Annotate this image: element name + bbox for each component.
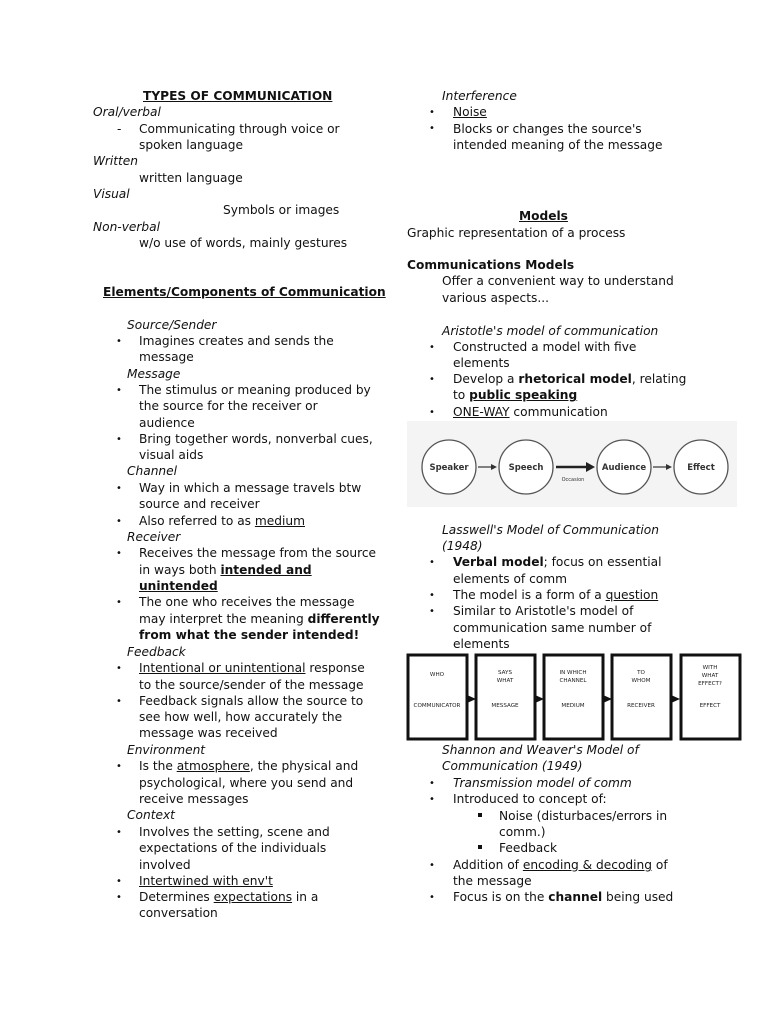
q-to: TO <box>637 670 645 676</box>
receiver-bullet-2-cont <box>139 611 380 627</box>
shannon-bullet-4 <box>453 889 673 905</box>
source-label: Source/Sender <box>127 318 217 332</box>
nonverbal-label: Non-verbal <box>93 220 161 234</box>
lasswell-bullet-1 <box>453 554 662 570</box>
models-heading: Models <box>519 209 568 223</box>
message-bullet-1-cont2: audience <box>139 416 195 430</box>
q-with: WITH <box>702 665 718 671</box>
feedback-bullet-2-cont2: message was received <box>139 726 278 740</box>
receiver-bullet-1: Receives the message from the source <box>139 546 377 560</box>
ar-text-2: , relating <box>631 372 687 386</box>
message-bullet-1: The stimulus or meaning produced by <box>139 383 371 397</box>
q-what-2: WHAT <box>701 673 719 679</box>
aristotle-bullet-2-cont <box>453 387 577 403</box>
rhetorical-term: rhetorical model <box>518 372 632 386</box>
shannon-bullet-3-cont: the message <box>453 874 532 888</box>
feedback-label: Feedback <box>127 645 186 659</box>
nonverbal-desc: w/o use of words, mainly gestures <box>139 236 348 250</box>
expectations-term: expectations <box>213 890 293 904</box>
environment-bullet-1 <box>139 758 358 774</box>
lasswell-bullet-3: Similar to Aristotle's model of <box>453 604 634 618</box>
encoding-term: encoding & decoding <box>522 858 653 872</box>
shannon-sub-bullet-1: Noise (disturbaces/errors in <box>499 809 668 823</box>
oral-desc-line1: Communicating through voice or <box>139 122 340 136</box>
occasion-label: Occasion <box>561 477 585 483</box>
la-text-2: The model is a form of a <box>453 588 606 602</box>
q-says: SAYS <box>497 670 513 676</box>
channel-bullet-2-text: Also referred to as <box>139 514 255 528</box>
medium-term: medium <box>254 514 305 528</box>
message-bullet-2: Bring together words, nonverbal cues, <box>139 432 373 446</box>
lasswell-diagram <box>406 652 743 742</box>
aristotle-bullet-1: Constructed a model with five <box>453 340 637 354</box>
aristotle-bullet-1-cont: elements <box>453 356 510 370</box>
bullet: • <box>116 385 122 396</box>
aristotle-heading: Aristotle's model of communication <box>442 324 659 338</box>
aristotle-bullet-3 <box>453 404 608 420</box>
sw-text-4: being used <box>602 890 674 904</box>
node-speaker: Speaker <box>429 463 469 473</box>
interference-label: Interference <box>442 89 517 103</box>
interference-bullet-2-cont: intended meaning of the message <box>453 138 663 152</box>
channel-box <box>544 655 603 739</box>
bullet: • <box>429 123 435 134</box>
bullet: • <box>116 434 122 445</box>
box-group <box>408 655 740 739</box>
context-label: Context <box>127 808 175 822</box>
a-receiver: RECEIVER <box>627 703 655 709</box>
shannon-sub-bullet-1-cont: comm.) <box>499 825 546 839</box>
lasswell-heading: Lasswell's Model of Communication <box>442 523 659 537</box>
oral-desc-line2: spoken language <box>139 138 244 152</box>
aristotle-diagram <box>407 421 737 507</box>
context-bullet-3-cont: conversation <box>139 906 218 920</box>
a-communicator: COMMUNICATOR <box>413 703 461 709</box>
visual-desc: Symbols or images <box>223 203 340 217</box>
bullet: • <box>429 342 435 353</box>
receiver-label: Receiver <box>127 530 181 544</box>
q-effect: EFFECT? <box>698 681 722 687</box>
a-medium: MEDIUM <box>561 703 585 709</box>
q-whom: WHOM <box>631 678 651 684</box>
shannon-heading-year: Communication (1949) <box>442 759 583 773</box>
who-box <box>408 655 467 739</box>
q-in-which: IN WHICH <box>559 670 587 676</box>
bullet: • <box>116 516 122 527</box>
shannon-bullet-3 <box>453 857 668 873</box>
a-effect: EFFECT <box>699 703 721 709</box>
comm-models-heading: Communications Models <box>407 258 575 272</box>
context-bullet-2: Intertwined with env't <box>139 874 273 888</box>
context-bullet-1-cont2: involved <box>139 858 191 872</box>
bullet: • <box>429 374 435 385</box>
lasswell-bullet-2 <box>453 587 658 603</box>
channel-bullet-1: Way in which a message travels btw <box>139 481 362 495</box>
intentional-term: Intentional or unintentional <box>139 661 306 675</box>
channel-label: Channel <box>127 464 178 478</box>
aristotle-diagram-svg <box>407 421 737 507</box>
bullet: • <box>116 876 122 887</box>
lasswell-bullet-1-cont: elements of comm <box>453 572 568 586</box>
shannon-bullet-1: Transmission model of comm <box>453 776 632 790</box>
public-speaking-term: public speaking <box>469 388 578 402</box>
to-whom-box <box>612 655 671 739</box>
lasswell-heading-year: (1948) <box>442 539 483 553</box>
aristotle-bullet-2 <box>453 371 686 387</box>
sw-text: Addition of <box>453 858 523 872</box>
ar-text-3: to <box>453 388 470 402</box>
written-label: Written <box>93 154 139 168</box>
feedback-text: response <box>305 661 365 675</box>
atmosphere-term: atmosphere <box>176 759 250 773</box>
ar-text-4: communication <box>509 405 608 419</box>
ctx-text-2: in a <box>292 890 319 904</box>
environment-label: Environment <box>127 743 206 757</box>
node-effect: Effect <box>687 463 715 473</box>
answer-labels <box>414 703 721 709</box>
a-message: MESSAGE <box>491 703 519 709</box>
lasswell-bullet-3-cont: communication same number of <box>453 621 652 635</box>
says-what-box <box>476 655 535 739</box>
context-bullet-1: Involves the setting, scene and <box>139 825 330 839</box>
bullet: • <box>116 663 122 674</box>
lasswell-bullet-3-cont2: elements <box>453 637 510 651</box>
comm-models-desc: Offer a convenient way to understand <box>442 274 674 288</box>
bullet: • <box>116 892 122 903</box>
feedback-bullet-1-cont: to the source/sender of the message <box>139 678 364 692</box>
bullet: • <box>116 548 122 559</box>
bullet: • <box>429 778 435 789</box>
bullet: • <box>116 597 122 608</box>
comm-models-desc-cont: various aspects... <box>442 291 549 305</box>
receiver-bullet-1-cont <box>139 562 312 578</box>
dash-marker: - <box>117 122 122 136</box>
elements-heading: Elements/Components of Communication <box>103 285 386 299</box>
receiver-text: in ways both <box>139 563 221 577</box>
feedback-bullet-2-cont: see how well, how accurately the <box>139 710 343 724</box>
env-text: Is the <box>139 759 177 773</box>
context-bullet-3 <box>139 889 318 905</box>
bullet: • <box>429 794 435 805</box>
la-text: ; focus on essential <box>543 555 662 569</box>
square-bullet <box>478 813 482 817</box>
environment-bullet-1-cont: psychological, where you send and <box>139 776 354 790</box>
bullet: • <box>429 407 435 418</box>
bullet: • <box>116 336 122 347</box>
square-bullet <box>478 845 482 849</box>
bullet: • <box>429 860 435 871</box>
one-way-term: ONE-WAY <box>453 405 510 419</box>
ctx-text: Determines <box>139 890 214 904</box>
shannon-sub-bullet-2: Feedback <box>499 841 558 855</box>
lasswell-diagram-svg <box>406 652 743 742</box>
visual-label: Visual <box>93 187 130 201</box>
channel-bullet-1-cont: source and receiver <box>139 497 260 511</box>
bullet: • <box>116 696 122 707</box>
receiver-bullet-2-cont2: from what the sender intended! <box>139 628 360 642</box>
types-heading: TYPES OF COMMUNICATION <box>143 89 333 103</box>
q-what: WHAT <box>496 678 514 684</box>
message-bullet-2-cont: visual aids <box>139 448 204 462</box>
q-channel: CHANNEL <box>559 678 587 684</box>
bullet: • <box>429 557 435 568</box>
interference-bullet-2: Blocks or changes the source's <box>453 122 642 136</box>
shannon-heading: Shannon and Weaver's Model of <box>442 743 639 757</box>
arrow-head-icon <box>671 695 680 703</box>
env-text-2: , the physical and <box>249 759 359 773</box>
unintended-term: unintended <box>139 579 218 593</box>
sw-text-3: Focus is on the <box>453 890 549 904</box>
written-desc: written language <box>139 171 243 185</box>
bullet: • <box>429 590 435 601</box>
models-definition: Graphic representation of a process <box>407 226 626 240</box>
receiver-text-2: may interpret the meaning <box>139 612 308 626</box>
q-who: WHO <box>429 672 445 678</box>
bullet: • <box>116 483 122 494</box>
bullet: • <box>429 892 435 903</box>
shannon-bullet-2: Introduced to concept of: <box>453 792 607 806</box>
bullet: • <box>429 606 435 617</box>
question-term: question <box>605 588 659 602</box>
oral-verbal-label: Oral/verbal <box>93 105 161 119</box>
source-bullet-1-cont: message <box>139 350 194 364</box>
bullet: • <box>116 761 122 772</box>
bullet: • <box>116 827 122 838</box>
source-bullet-1: Imagines creates and sends the <box>139 334 334 348</box>
message-label: Message <box>127 367 181 381</box>
channel-bullet-2 <box>139 513 305 529</box>
ar-text: Develop a <box>453 372 519 386</box>
channel-term: channel <box>548 890 603 904</box>
node-speech: Speech <box>508 463 544 473</box>
intended-term: intended and <box>220 563 312 577</box>
feedback-bullet-1 <box>139 660 365 676</box>
differently-term: differently <box>307 612 380 626</box>
message-bullet-1-cont: the source for the receiver or <box>139 399 318 413</box>
sw-text-2: of <box>652 858 668 872</box>
feedback-bullet-2: Feedback signals allow the source to <box>139 694 364 708</box>
bullet: • <box>429 107 435 118</box>
receiver-bullet-2: The one who receives the message <box>139 595 355 609</box>
node-audience: Audience <box>601 463 647 473</box>
environment-bullet-1-cont2: receive messages <box>139 792 249 806</box>
noise-term: Noise <box>453 105 487 119</box>
context-bullet-1-cont: expectations of the individuals <box>139 841 327 855</box>
verbal-model-term: Verbal model <box>453 555 544 569</box>
